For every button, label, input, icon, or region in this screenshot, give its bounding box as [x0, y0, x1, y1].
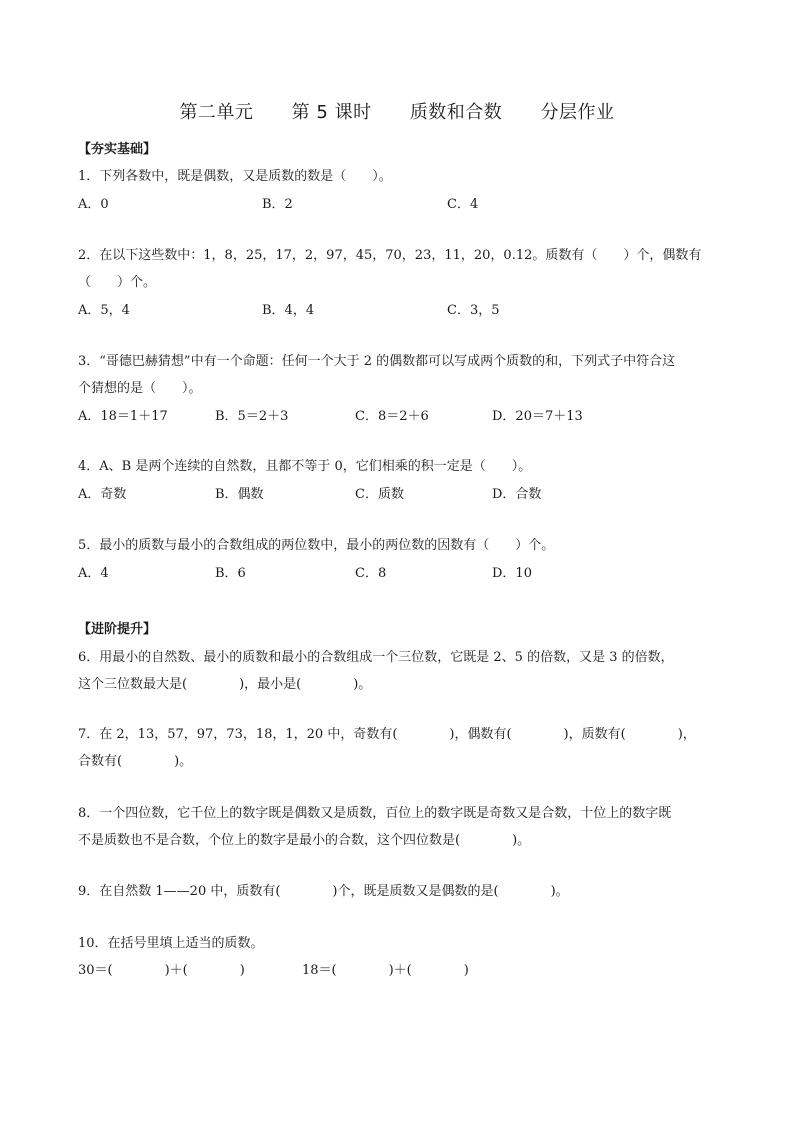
section-advanced: 【进阶提升】	[78, 622, 157, 637]
question-6-line2: 这个三位数最大是( )，最小是( )。	[78, 677, 372, 692]
question-5-option-d: D．10	[492, 566, 532, 581]
title-unit: 第二单元	[179, 102, 254, 123]
section-basic: 【夯实基础】	[78, 142, 157, 157]
question-4-option-d: D．合数	[492, 487, 542, 502]
question-3-option-b: B．5＝2＋3	[215, 409, 289, 424]
question-1-option-a: A．0	[78, 197, 109, 212]
question-3-stem-line1: 3．“哥德巴赫猜想”中有一个命题：任何一个大于 2 的偶数都可以写成两个质数的和，下列式子中符合这	[78, 354, 676, 369]
question-4-option-c: C．质数	[355, 487, 404, 502]
question-2-option-b: B．4，4	[262, 303, 315, 318]
question-3-option-d: D．20＝7＋13	[492, 409, 583, 424]
question-4-option-b: B．偶数	[215, 487, 264, 502]
question-2-stem-line1: 2．在以下这些数中：1，8，25，17，2，97，45，70，23，11，20，0.12。质数有（ ）个，偶数有	[78, 248, 702, 263]
question-10-line1: 10．在括号里填上适当的质数。	[78, 936, 264, 951]
question-1-stem: 1．下列各数中，既是偶数，又是质数的数是（ ）。	[78, 169, 392, 184]
question-8-line1: 8．一个四位数，它千位上的数字既是偶数又是质数，百位上的数字既是奇数又是合数，十位上的数字既	[78, 806, 672, 821]
question-4-option-a: A．奇数	[78, 487, 127, 502]
question-3-option-a: A．18＝1＋17	[78, 409, 168, 424]
question-7-line1: 7．在 2，13，57，97，73，18，1，20 中，奇数有( )，偶数有( )，质数有( )，	[78, 727, 696, 742]
question-10-equation-2: 18＝( )＋( )	[302, 963, 469, 978]
question-7-line2: 合数有( )。	[78, 754, 193, 769]
question-2-option-a: A．5，4	[78, 303, 130, 318]
title-lesson: 第 5 课时	[291, 102, 372, 123]
question-8-line2: 不是质数也不是合数，个位上的数字是最小的合数，这个四位数是( )。	[78, 833, 531, 848]
question-6-line1: 6．用最小的自然数、最小的质数和最小的合数组成一个三位数，它既是 2、5 的倍数，又是 3 的倍数，	[78, 650, 674, 665]
question-9-line1: 9．在自然数 1——20 中，质数有( )个，既是质数又是偶数的是( )。	[78, 884, 569, 899]
question-5-option-b: B．6	[215, 566, 246, 581]
question-4-stem: 4．A、B 是两个连续的自然数，且都不等于 0，它们相乘的积一定是（ ）。	[78, 459, 532, 474]
question-10-equation-1: 30＝( )＋( )	[78, 963, 245, 978]
question-1-option-b: B．2	[262, 197, 293, 212]
question-3-option-c: C．8＝2＋6	[355, 409, 429, 424]
title-type: 分层作业	[540, 102, 615, 123]
question-1-option-c: C．4	[447, 197, 479, 212]
page-title	[0, 98, 794, 124]
question-2-option-c: C．3，5	[447, 303, 500, 318]
question-2-stem-line2: （ ）个。	[78, 275, 157, 290]
question-5-stem: 5．最小的质数与最小的合数组成的两位数中，最小的两位数的因数有（ ）个。	[78, 538, 555, 553]
title-topic: 质数和合数	[409, 102, 503, 123]
question-3-stem-line2: 个猜想的是（ ）。	[78, 381, 202, 396]
question-5-option-c: C．8	[355, 566, 387, 581]
question-5-option-a: A．4	[78, 566, 109, 581]
